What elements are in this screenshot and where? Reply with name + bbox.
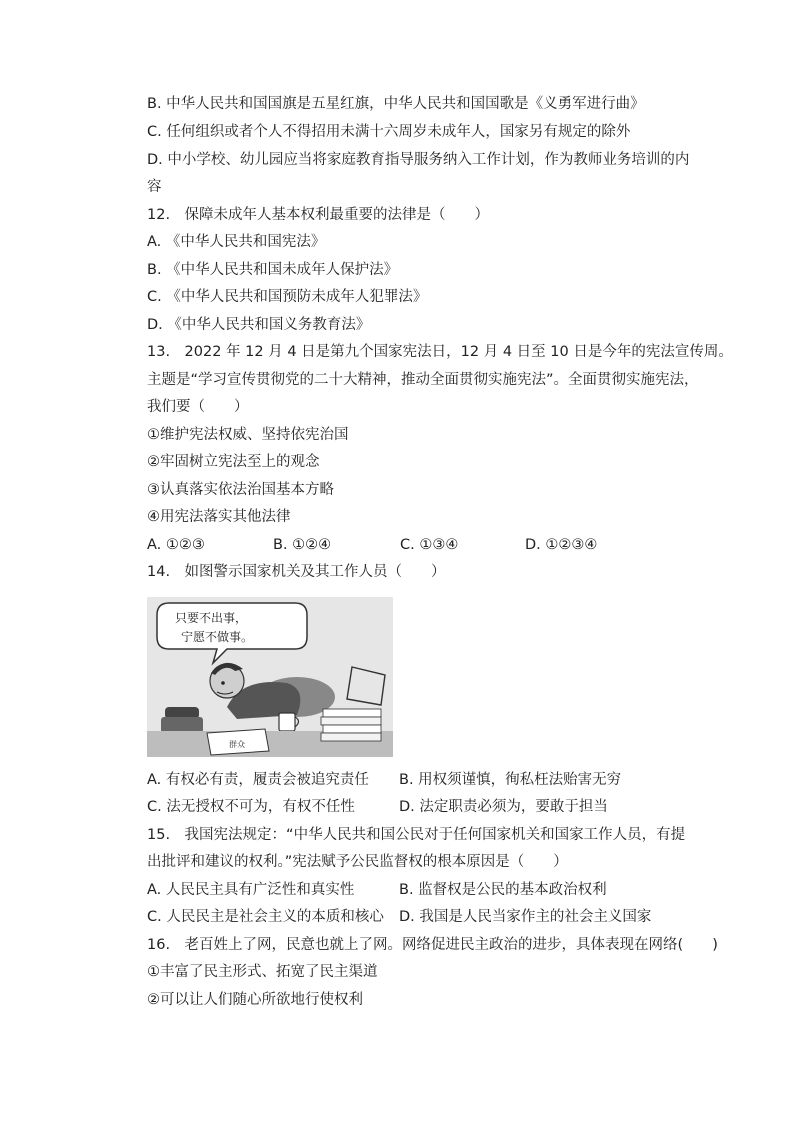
q12-option-d: D. 《中华人民共和国义务教育法》 xyxy=(147,317,371,333)
q13-statement-2: ②牢固树立宪法至上的观念 xyxy=(147,454,320,470)
q14-option-c: C. 法无授权不可为，有权不任性 xyxy=(147,799,355,815)
q13-stem-line1: 13. 2022 年 12 月 4 日是第九个国家宪法日，12 月 4 日至 10 日是今年的宪法宣传周。 xyxy=(147,344,733,360)
q12-option-a: A. 《中华人民共和国宪法》 xyxy=(147,234,326,250)
q15-stem-line2: 出批评和建议的权利。”宪法赋予公民监督权的根本原因是（ ） xyxy=(147,854,568,870)
paper-label: 群众 xyxy=(229,740,245,749)
q15-option-b: B. 监督权是公民的基本政治权利 xyxy=(399,882,607,898)
q16-statement-1: ①丰富了民主形式、拓宽了民主渠道 xyxy=(147,964,378,980)
q15-option-a: A. 人民民主具有广泛性和真实性 xyxy=(147,882,355,898)
q12-stem: 12. 保障未成年人基本权利最重要的法律是（ ） xyxy=(147,207,490,223)
q13-option-d: D. ①②③④ xyxy=(525,537,598,553)
q13-option-c: C. ①③④ xyxy=(400,537,459,553)
q14-stem: 14. 如图警示国家机关及其工作人员（ ） xyxy=(147,564,446,580)
bubble-line2: 宁愿不做事。 xyxy=(181,630,254,644)
cartoon-illustration xyxy=(147,597,393,757)
q13-statement-3: ③认真落实依法治国基本方略 xyxy=(147,482,334,498)
q15-option-c: C. 人民民主是社会主义的本质和核心 xyxy=(147,909,384,925)
q14-option-d: D. 法定职责必须为，要敢于担当 xyxy=(399,799,608,815)
q11-option-d-line2: 容 xyxy=(147,179,162,195)
bubble-line1: 只要不出事， xyxy=(175,611,248,625)
q12-option-b: B. 《中华人民共和国未成年人保护法》 xyxy=(147,262,399,278)
q11-option-d-line1: D. 中小学校、幼儿园应当将家庭教育指导服务纳入工作计划，作为教师业务培训的内 xyxy=(147,152,690,168)
q13-option-b: B. ①②④ xyxy=(273,537,332,553)
q11-option-b: B. 中华人民共和国国旗是五星红旗，中华人民共和国国歌是《义勇军进行曲》 xyxy=(147,96,645,112)
document-stack xyxy=(323,709,381,717)
q11-option-c: C. 任何组织或者个人不得招用未满十六周岁未成年人，国家另有规定的除外 xyxy=(147,124,631,140)
q15-stem-line1: 15. 我国宪法规定：“中华人民共和国公民对于任何国家机关和国家工作人员，有提 xyxy=(147,827,686,843)
q13-option-a: A. ①②③ xyxy=(147,537,205,553)
q15-option-d: D. 我国是人民当家作主的社会主义国家 xyxy=(399,909,652,925)
q16-statement-2: ②可以让人们随心所欲地行使权利 xyxy=(147,992,363,1008)
q13-stem-line2: 主题是“学习宣传贯彻党的二十大精神，推动全面贯彻实施宪法”。全面贯彻实施宪法， xyxy=(147,372,699,388)
q14-cartoon xyxy=(147,597,393,757)
q14-option-b: B. 用权须谨慎，徇私枉法贻害无穷 xyxy=(399,772,622,788)
q13-statement-4: ④用宪法落实其他法律 xyxy=(147,509,291,525)
q13-stem-line3: 我们要（ ） xyxy=(147,399,249,415)
tea-cup xyxy=(279,713,295,731)
q16-stem: 16. 老百姓上了网，民意也就上了网。网络促进民主政治的进步，具体表现在网络( ) xyxy=(147,937,718,953)
q12-option-c: C. 《中华人民共和国预防未成年人犯罪法》 xyxy=(147,289,428,305)
q13-statement-1: ①维护宪法权威、坚持依宪治国 xyxy=(147,427,349,443)
q14-option-a: A. 有权必有责，履责会被追究责任 xyxy=(147,772,369,788)
